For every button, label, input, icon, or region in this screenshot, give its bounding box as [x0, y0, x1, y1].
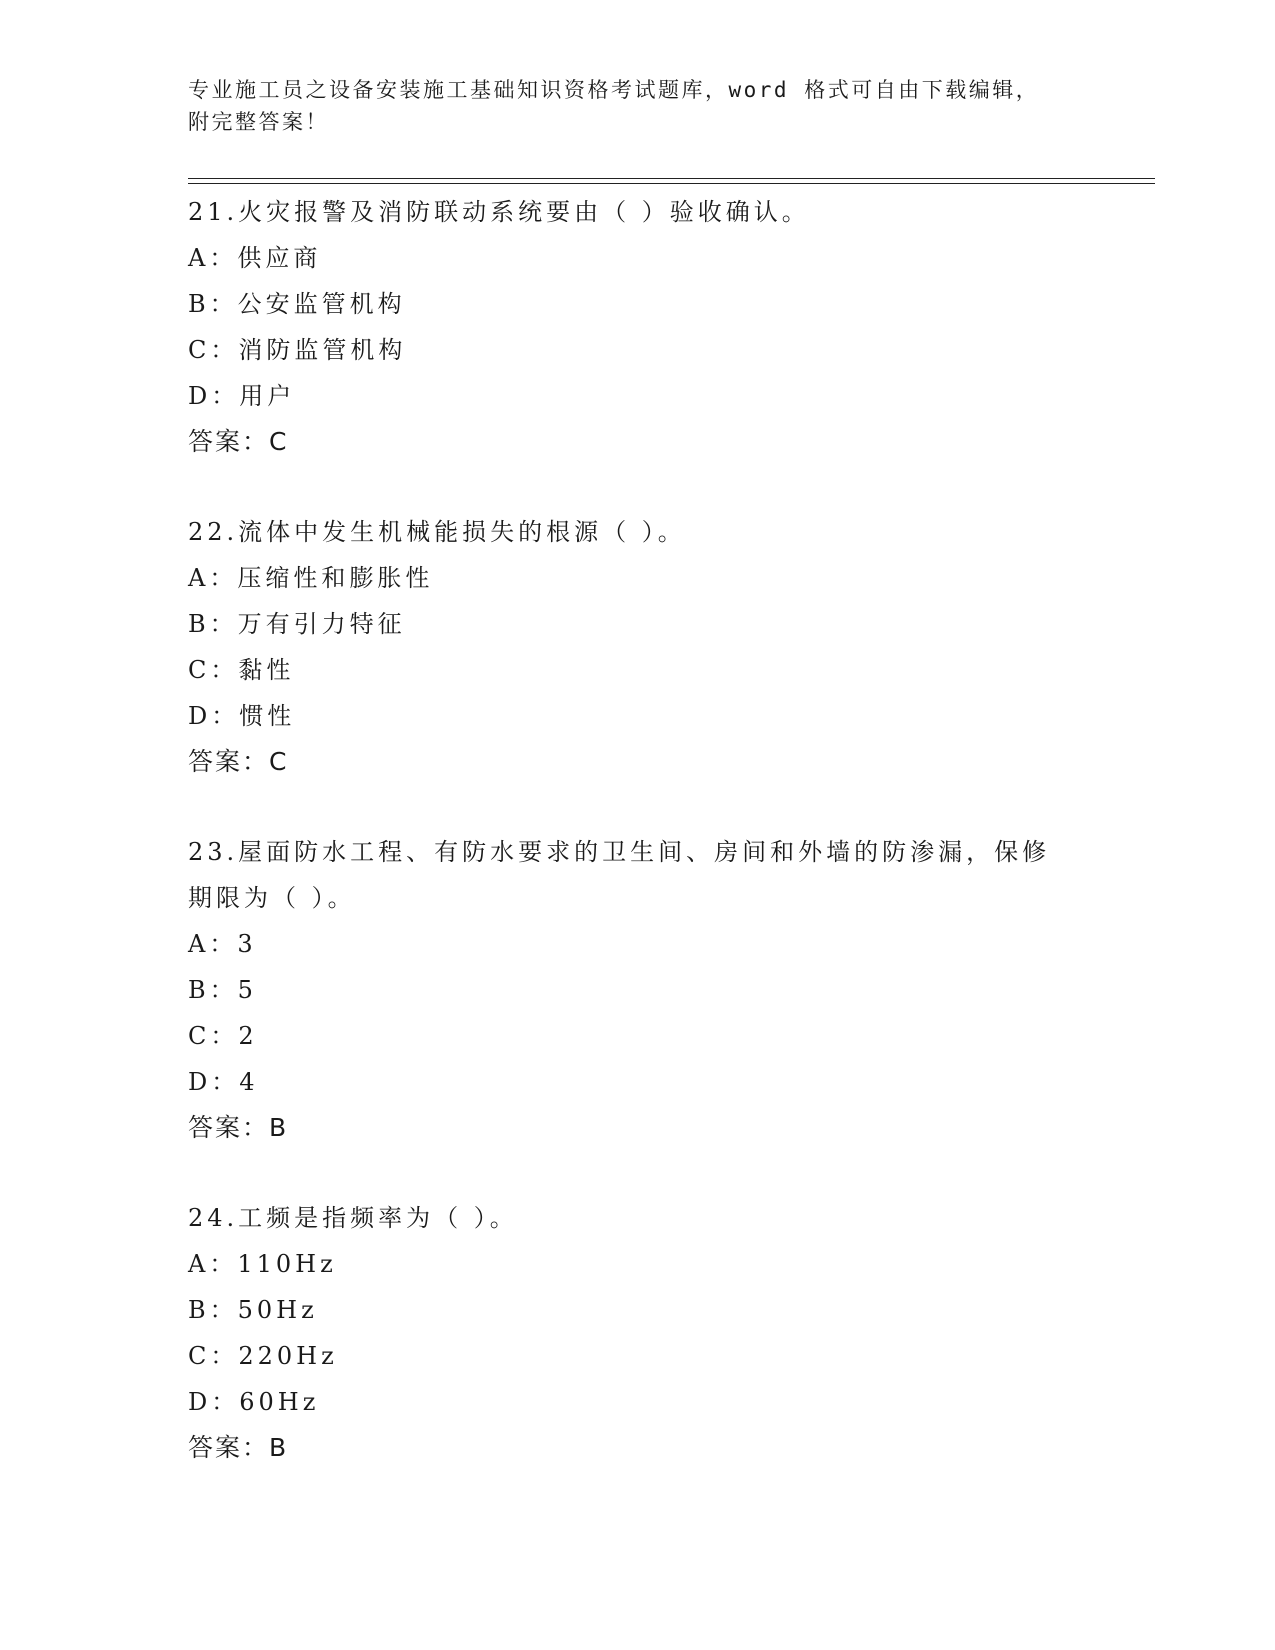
option-d: D：60Hz [188, 1388, 320, 1416]
option-c: C：黏性 [188, 656, 295, 684]
question-stem: 22.流体中发生机械能损失的根源（ ）。 [188, 518, 686, 546]
option-c: C：220Hz [188, 1342, 338, 1370]
question-stem: 24.工频是指频率为（ ）。 [188, 1204, 518, 1232]
option-d: D：用户 [188, 382, 296, 410]
option-a: A：压缩性和膨胀性 [188, 564, 434, 592]
option-a: A：3 [188, 930, 257, 958]
option-a: A：供应商 [188, 244, 322, 272]
option-c: C：2 [188, 1022, 258, 1050]
question-stem-line-2: 期限为（ ）。 [188, 884, 356, 912]
option-b: B：5 [188, 976, 257, 1004]
question-22 [188, 509, 1088, 785]
answer: 答案：B [188, 1433, 289, 1462]
answer: 答案：C [188, 427, 289, 456]
option-b: B：公安监管机构 [188, 290, 406, 318]
option-a: A：110Hz [188, 1250, 337, 1278]
header-line-2: 附完整答案！ [188, 110, 329, 134]
document-header [188, 74, 1068, 138]
question-24 [188, 1195, 1088, 1471]
option-b: B：万有引力特征 [188, 610, 406, 638]
question-stem-line-1: 23.屋面防水工程、有防水要求的卫生间、房间和外墙的防渗漏，保修 [188, 838, 1051, 866]
answer: 答案：C [188, 747, 289, 776]
answer: 答案：B [188, 1113, 289, 1142]
question-23 [188, 829, 1088, 1151]
option-b: B：50Hz [188, 1296, 318, 1324]
option-d: D：惯性 [188, 702, 296, 730]
header-line-1: 专业施工员之设备安装施工基础知识资格考试题库，word 格式可自由下载编辑， [188, 78, 1040, 102]
question-stem: 21.火灾报警及消防联动系统要由（ ）验收确认。 [188, 198, 810, 226]
header-divider-top [188, 178, 1155, 179]
option-d: D：4 [188, 1068, 259, 1096]
question-21 [188, 189, 1088, 465]
header-divider-bottom [188, 183, 1155, 184]
option-c: C：消防监管机构 [188, 336, 407, 364]
